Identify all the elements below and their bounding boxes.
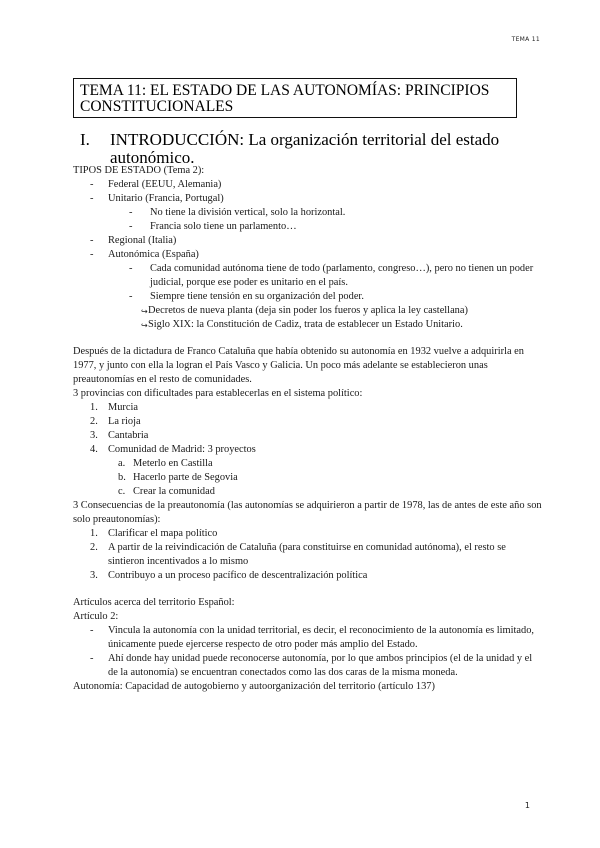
number-marker: 3. bbox=[90, 430, 98, 441]
list-item-text: La rioja bbox=[108, 416, 141, 427]
numbered-item bbox=[73, 401, 543, 415]
list-item-text: Francia solo tiene un parlamento… bbox=[150, 221, 297, 232]
list-item-text: Crear la comunidad bbox=[133, 486, 215, 497]
list-item-text: Decretos de nueva planta (deja sin poder los fueros y aplica la ley castellana) bbox=[148, 305, 468, 316]
dash-marker: - bbox=[90, 193, 94, 204]
list-item bbox=[73, 624, 543, 652]
dash-marker: - bbox=[129, 221, 133, 232]
page-number: 1 bbox=[524, 801, 530, 810]
dash-marker: - bbox=[90, 249, 94, 260]
arrow-item bbox=[73, 318, 543, 332]
lettered-item bbox=[73, 471, 543, 485]
paragraph: 3 Consecuencias de la preautonomía (las autonomías se adquirieron a partir de 1978, las de antes de este año son solo preautonomías): bbox=[73, 500, 542, 525]
paragraph: 3 provincias con dificultades para establecerlas en el sistema político: bbox=[73, 388, 363, 399]
list-item-text: Hacerlo parte de Segovia bbox=[133, 472, 238, 483]
list-item-text: A partir de la reivindicación de Cataluña (para constituirse en comunidad autónoma), el resto se sintieron incentivados a lo mismo bbox=[108, 542, 506, 567]
letter-marker: a. bbox=[118, 458, 126, 469]
number-marker: 2. bbox=[90, 416, 98, 427]
paragraph: TIPOS DE ESTADO (Tema 2): bbox=[73, 165, 205, 176]
sub-list-item bbox=[73, 220, 543, 234]
sub-list-item bbox=[73, 290, 543, 304]
document-body bbox=[73, 164, 543, 694]
arrow-item bbox=[73, 304, 543, 318]
list-item bbox=[73, 652, 543, 680]
list-item-text: Ahí donde hay unidad puede reconocerse autonomía, por lo que ambos principios (el de la unidad y el de la autonomía) se encuentran conectados como las dos caras de la misma moneda. bbox=[108, 653, 533, 678]
list-item-text: Contribuyo a un proceso pacífico de descentralización política bbox=[108, 570, 368, 581]
dash-marker: - bbox=[90, 625, 94, 636]
dash-marker: - bbox=[129, 263, 133, 274]
numbered-item bbox=[73, 443, 543, 457]
number-marker: 1. bbox=[90, 528, 98, 539]
list-item-text: Murcia bbox=[108, 402, 139, 413]
list-item-text: Autonómica (España) bbox=[108, 249, 199, 260]
dash-marker: - bbox=[90, 179, 94, 190]
sub-list-item bbox=[73, 262, 543, 290]
dash-marker: - bbox=[90, 653, 94, 664]
list-item-text: Meterlo en Castilla bbox=[133, 458, 213, 469]
number-marker: 3. bbox=[90, 570, 98, 581]
dash-marker: - bbox=[129, 291, 133, 302]
list-item-text: Vincula la autonomía con la unidad territorial, es decir, el reconocimiento de la autonomía es limitado, únicamente puede ejercerse respecto de otro poder más amplio del Estado. bbox=[108, 625, 534, 650]
numbered-item bbox=[73, 429, 543, 443]
section-title: INTRODUCCIÓN: La organización territorial del estado autonómico. bbox=[110, 130, 500, 167]
list-item-text: Siglo XIX: la Constitución de Cadiz, trata de establecer un Estado Unitario. bbox=[148, 319, 463, 330]
paragraph: Autonomía: Capacidad de autogobierno y autoorganización del territorio (artículo 137) bbox=[73, 681, 435, 692]
paragraph: Artículos acerca del territorio Español: bbox=[73, 597, 235, 608]
number-marker: 1. bbox=[90, 402, 98, 413]
list-item bbox=[73, 192, 543, 206]
list-item-text: Regional (Italia) bbox=[108, 235, 177, 246]
section-number: I. bbox=[80, 130, 90, 149]
numbered-item bbox=[73, 569, 543, 583]
running-header: TEMA 11 bbox=[511, 36, 540, 43]
dash-marker: - bbox=[90, 235, 94, 246]
list-item-text: Siempre tiene tensión en su organización del poder. bbox=[150, 291, 364, 302]
topic-title: TEMA 11: EL ESTADO DE LAS AUTONOMÍAS: PRINCIPIOS CONSTITUCIONALES bbox=[73, 78, 517, 118]
sub-list-item bbox=[73, 206, 543, 220]
numbered-item bbox=[73, 527, 543, 541]
list-item-text: Unitario (Francia, Portugal) bbox=[108, 193, 224, 204]
letter-marker: b. bbox=[118, 472, 126, 483]
list-item-text: No tiene la división vertical, solo la horizontal. bbox=[150, 207, 346, 218]
list-item bbox=[73, 178, 543, 192]
list-item-text: Comunidad de Madrid: 3 proyectos bbox=[108, 444, 256, 455]
list-item-text: Cantabria bbox=[108, 430, 149, 441]
paragraph: Artículo 2: bbox=[73, 611, 119, 622]
paragraph: Después de la dictadura de Franco Cataluña que había obtenido su autonomía en 1932 vuelve a adquirirla en 1977, y junto con ella la logran el País Vasco y Galicia. Un poco más adelante se establecieron unas preautonomías en el resto de comunidades. bbox=[73, 346, 524, 385]
list-item-text: Federal (EEUU, Alemania) bbox=[108, 179, 222, 190]
list-item bbox=[73, 234, 543, 248]
numbered-item bbox=[73, 541, 543, 569]
dash-marker: - bbox=[129, 207, 133, 218]
list-item bbox=[73, 248, 543, 262]
arrow-icon: ↪ bbox=[141, 307, 148, 316]
letter-marker: c. bbox=[118, 486, 126, 497]
lettered-item bbox=[73, 485, 543, 499]
list-item-text: Clarificar el mapa político bbox=[108, 528, 218, 539]
list-item-text: Cada comunidad autónoma tiene de todo (parlamento, congreso…), pero no tienen un poder judicial, porque ese poder es unitario en el país. bbox=[150, 263, 534, 288]
arrow-icon: ↪ bbox=[141, 321, 148, 330]
lettered-item bbox=[73, 457, 543, 471]
number-marker: 4. bbox=[90, 444, 98, 455]
number-marker: 2. bbox=[90, 542, 98, 553]
numbered-item bbox=[73, 415, 543, 429]
